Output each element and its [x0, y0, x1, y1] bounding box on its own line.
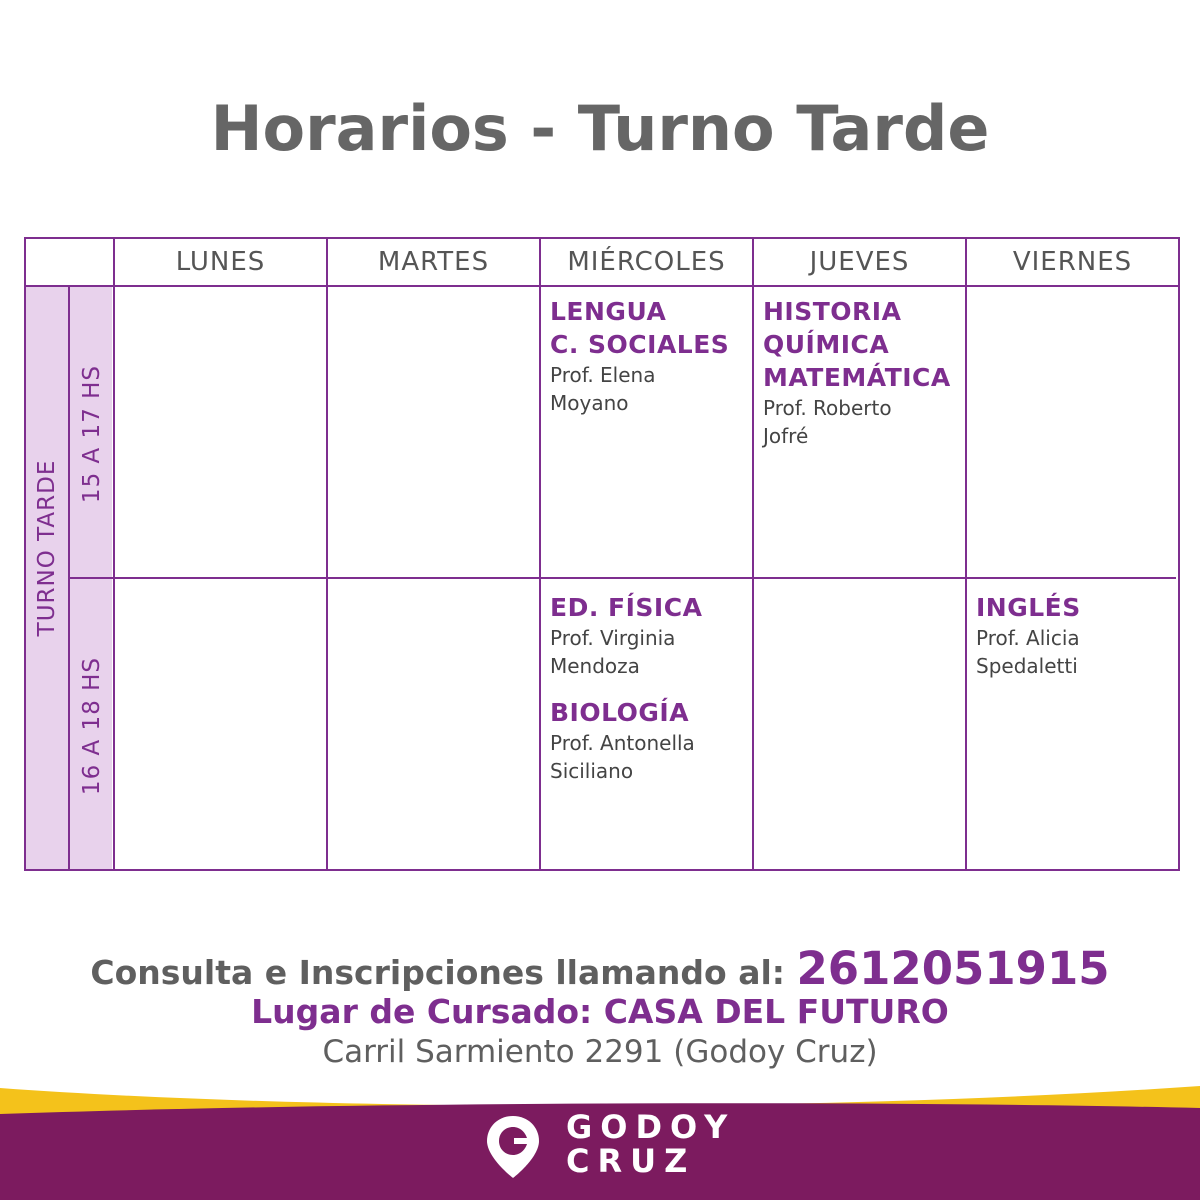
professor-name: Mendoza	[550, 654, 640, 678]
page-title: Horarios - Turno Tarde	[210, 92, 990, 165]
address-line: Carril Sarmiento 2291 (Godoy Cruz)	[322, 1034, 878, 1070]
table-border-right	[1178, 237, 1180, 871]
day-header-viernes: VIERNES	[1012, 247, 1133, 277]
professor-name: Jofré	[763, 424, 809, 448]
professor-name: Prof. Alicia	[976, 626, 1080, 650]
brand-line-2: CRUZ	[566, 1142, 696, 1180]
subject-name: BIOLOGÍA	[550, 698, 690, 727]
subject-name: ED. FÍSICA	[550, 593, 703, 622]
cell-slot1-jueves	[752, 295, 965, 450]
brand-wordmark	[566, 1110, 735, 1178]
brand-line-1: GODOY	[566, 1108, 736, 1146]
contact-text: Consulta e Inscripciones llamando al:	[90, 953, 797, 992]
professor-name: Prof. Virginia	[550, 626, 676, 650]
day-header-lunes: LUNES	[175, 247, 266, 277]
col-divider-1	[326, 237, 328, 871]
phone-number[interactable]: 2612051915	[796, 942, 1110, 995]
professor-name: Prof. Roberto	[763, 396, 892, 420]
table-border-bottom	[24, 869, 1180, 871]
cell-slot1-miercoles	[539, 295, 752, 417]
cell-slot2-viernes	[965, 591, 1178, 680]
professor-name: Prof. Elena	[550, 363, 656, 387]
professor-name: Spedaletti	[976, 654, 1078, 678]
slot-label-2: 16 A 18 HS	[79, 656, 105, 796]
day-header-jueves: JUEVES	[809, 247, 910, 277]
slot-label-1: 15 A 17 HS	[79, 364, 105, 504]
header-separator	[24, 285, 1180, 287]
subject-name: HISTORIA	[763, 297, 902, 326]
class-entry	[976, 591, 1178, 680]
professor-name: Prof. Antonella	[550, 731, 695, 755]
subject-name: C. SOCIALES	[550, 330, 730, 359]
professor-name: Moyano	[550, 391, 629, 415]
day-header-martes: MARTES	[377, 247, 490, 277]
subject-name: LENGUA	[550, 297, 667, 326]
class-entry	[763, 295, 965, 450]
slot-separator	[68, 577, 1176, 579]
day-header-miercoles: MIÉRCOLES	[567, 247, 726, 277]
professor-name: Siciliano	[550, 759, 634, 783]
schedule-table	[24, 237, 1180, 871]
venue-line: Lugar de Cursado: CASA DEL FUTURO	[251, 992, 949, 1031]
subject-name: QUÍMICA	[763, 330, 890, 359]
cell-slot2-miercoles	[539, 591, 752, 785]
table-border-left	[24, 237, 26, 871]
contact-line	[0, 942, 1200, 995]
subject-name: INGLÉS	[976, 593, 1081, 622]
shift-col-divider	[68, 287, 70, 871]
class-entry	[550, 696, 752, 785]
shift-label: TURNO TARDE	[34, 459, 60, 637]
subject-name: MATEMÁTICA	[763, 363, 951, 392]
col-divider-4	[965, 237, 967, 871]
class-entry	[550, 591, 752, 680]
label-col-divider	[113, 237, 115, 871]
class-entry	[550, 295, 752, 417]
